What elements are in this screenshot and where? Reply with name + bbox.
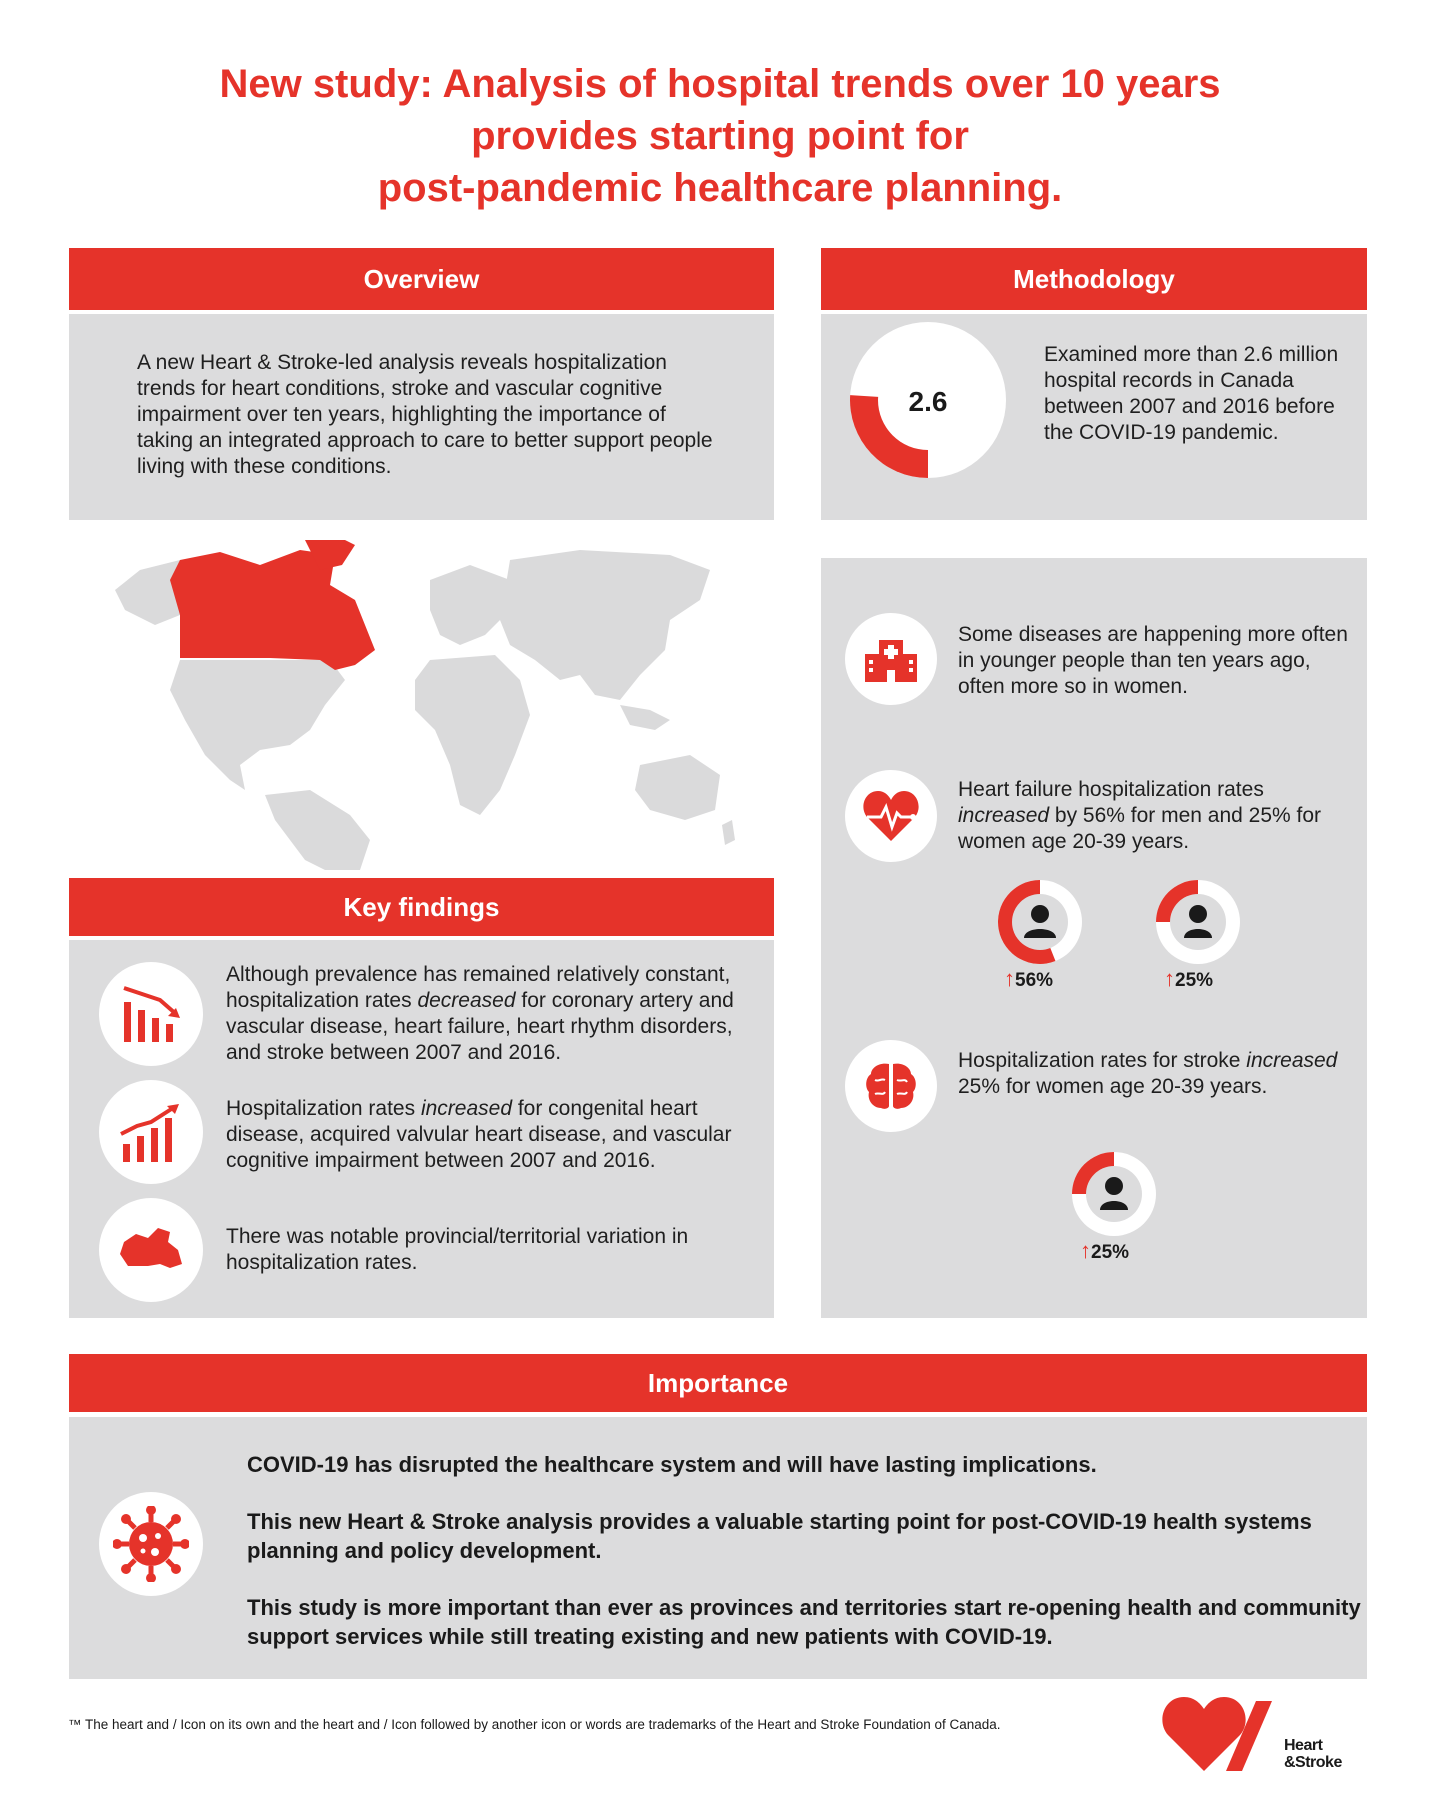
brain-icon xyxy=(863,1060,919,1112)
increase-chart-icon xyxy=(119,1100,183,1164)
hospital-icon xyxy=(863,636,919,682)
woman-head xyxy=(1189,905,1207,923)
donut-value: 2.6 xyxy=(908,386,948,417)
map-australia xyxy=(635,755,720,820)
right-finding-2: Heart failure hospitalization rates increased by 56% for men and 25% for women age 20-39 years. xyxy=(958,778,1322,853)
men-donut xyxy=(998,880,1082,964)
title-line-3: post-pandemic healthcare planning. xyxy=(377,166,1063,210)
overview-heading: Overview xyxy=(69,248,774,310)
map-south-america xyxy=(265,790,370,870)
overview-text: A new Heart & Stroke-led analysis reveals hospitalization trends for heart conditions, stroke and vascular cognitive impairment over ten years, highlighting the importance of taking an integrated approach to care to better support people living with these conditions. xyxy=(137,351,713,478)
importance-heading: Importance xyxy=(69,1354,1367,1412)
women-percent: ↑25% xyxy=(1164,966,1214,991)
key-finding-3: There was notable provincial/territorial variation in hospitalization rates. xyxy=(226,1225,689,1274)
virus-icon-circle xyxy=(99,1492,203,1596)
arrow-up-icon: ↑ xyxy=(1164,966,1175,991)
importance-point-2: This new Heart & Stroke analysis provides a valuable starting point for post-COVID-19 health systems planning and policy development. xyxy=(247,1509,1312,1563)
importance-point-1: COVID-19 has disrupted the healthcare system and will have lasting implications. xyxy=(247,1452,1097,1477)
map-europe xyxy=(430,565,510,645)
importance-point-3: This study is more important than ever as provinces and territories start re-opening health and community support services while still treating existing and new patients with COVID-19. xyxy=(247,1595,1361,1649)
map-africa xyxy=(415,655,530,815)
key-finding-2: Hospitalization rates increased for congenital heart disease, acquired valvular heart disease, and vascular cognitive impairment between 2007 and 2016. xyxy=(226,1097,732,1172)
title-line-1: New study: Analysis of hospital trends over 10 years xyxy=(219,62,1221,106)
woman-head xyxy=(1105,1177,1123,1195)
methodology-heading: Methodology xyxy=(821,248,1367,310)
virus-icon xyxy=(113,1506,189,1582)
map-asia xyxy=(500,550,710,700)
canada-map-icon-circle xyxy=(99,1198,203,1302)
trademark-footnote: ™ The heart and / Icon on its own and the heart and / Icon followed by another icon or words are trademarks of the Heart and Stroke Foundation of Canada. xyxy=(68,1717,1001,1732)
map-canada xyxy=(170,540,375,670)
methodology-text: Examined more than 2.6 million hospital records in Canada between 2007 and 2016 before the COVID-19 pandemic. xyxy=(1044,343,1339,444)
hospital-icon-circle xyxy=(845,613,937,705)
heart-pulse-icon-circle xyxy=(845,770,937,862)
arrow-up-icon: ↑ xyxy=(1004,966,1015,991)
right-finding-1: Some diseases are happening more often in younger people than ten years ago, often more so in women. xyxy=(958,623,1348,698)
man-head xyxy=(1031,905,1049,923)
brain-icon-circle xyxy=(845,1040,937,1132)
key-findings-heading: Key findings xyxy=(69,878,774,936)
title-line-2: provides starting point for xyxy=(471,114,969,158)
map-alaska xyxy=(115,560,180,625)
right-finding-3: Hospitalization rates for stroke increased 25% for women age 20-39 years. xyxy=(958,1049,1338,1098)
increase-chart-icon-circle xyxy=(99,1080,203,1184)
arrow-up-icon: ↑ xyxy=(1080,1238,1091,1263)
canada-mainland xyxy=(170,550,375,670)
map-north-america-south xyxy=(170,660,345,790)
map-indonesia xyxy=(620,705,670,730)
records-donut xyxy=(850,322,1006,478)
canada-map-icon xyxy=(118,1224,184,1276)
stroke-percent: ↑25% xyxy=(1080,1238,1130,1263)
map-new-zealand xyxy=(722,820,735,845)
decrease-chart-icon xyxy=(120,984,182,1044)
logo-wordmark: Heart &Stroke xyxy=(1284,1737,1342,1771)
page-title xyxy=(60,58,1380,214)
key-finding-1: Although prevalence has remained relatively constant, hospitalization rates decreased for coronary artery and vascular disease, heart failure, heart rhythm disorders, and stroke between 2007 and 2016. xyxy=(226,963,734,1064)
heart-pulse-icon xyxy=(861,789,921,843)
women-donut xyxy=(1156,880,1240,964)
decrease-chart-icon-circle xyxy=(99,962,203,1066)
stroke-women-donut xyxy=(1072,1152,1156,1236)
men-percent: ↑56% xyxy=(1004,966,1054,991)
world-map xyxy=(110,540,740,870)
